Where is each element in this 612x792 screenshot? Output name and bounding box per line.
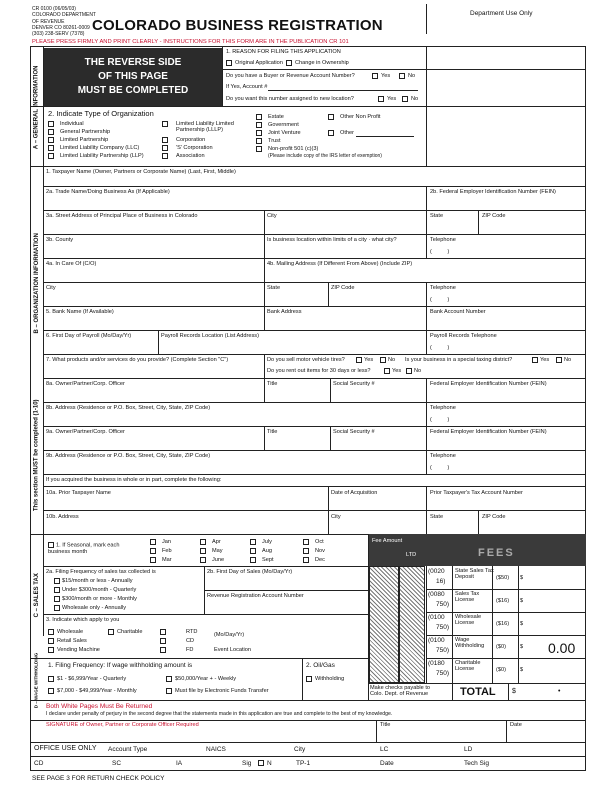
cd-checkbox[interactable] — [160, 638, 166, 644]
mail-telephone-label: Telephone — [430, 285, 456, 291]
dept-use-label: Department Use Only — [470, 10, 533, 17]
has-account-yes-checkbox[interactable] — [372, 73, 378, 79]
month-checkbox[interactable] — [303, 539, 309, 545]
freq-option-label: $15/month or less - Annually — [62, 578, 133, 584]
org-type-label: Government — [268, 122, 299, 128]
apply-option-label: Retail Sales — [57, 638, 87, 644]
month-checkbox[interactable] — [150, 548, 156, 554]
prior-address-label: 10b. Address — [46, 514, 79, 520]
org-type-label: Association — [176, 153, 205, 159]
return-check-policy: SEE PAGE 3 FOR RETURN CHECK POLICY — [32, 775, 165, 782]
fee-sub: 750) — [436, 624, 450, 631]
fee-desc: Charitable License — [455, 660, 481, 673]
office-field: IA — [176, 760, 183, 767]
office-n-label: N — [267, 760, 272, 767]
original-application-label: Original Application — [235, 60, 283, 66]
phone-parens: ( ) — [430, 249, 450, 255]
retail-checkbox[interactable] — [48, 638, 54, 644]
vending-checkbox[interactable] — [48, 647, 54, 653]
wage-option-label: $1 - $6,999/Year - Quarterly — [57, 676, 127, 682]
apply-option-label: Wholesale — [57, 629, 84, 635]
fee-desc: Sales Tax License — [455, 591, 480, 604]
org-type-label: Trust — [268, 138, 281, 144]
no-label: No — [388, 357, 396, 363]
no-label: No — [414, 368, 422, 374]
signature-label: SIGNATURE of Owner, Partner or Corporate Officer Required — [46, 722, 199, 728]
oil-gas-withholding-label: Withholding — [315, 676, 345, 682]
org-estate-checkbox[interactable] — [256, 114, 262, 120]
total-dollar: $ — [512, 688, 516, 695]
no-label: No — [411, 96, 419, 102]
officer-telephone-label: Telephone — [430, 405, 456, 411]
wage-option-label: Must file by Electronic Funds Transfer — [175, 688, 269, 694]
org-type-label: Limited Liability Company (LLC) — [60, 145, 140, 151]
bank-address-label: Bank Address — [267, 309, 302, 315]
assign-no-checkbox[interactable] — [402, 96, 408, 102]
special-yes-checkbox[interactable] — [532, 357, 538, 363]
month-checkbox[interactable] — [200, 548, 206, 554]
cd-label: CD — [186, 638, 195, 644]
form-codes — [32, 6, 96, 37]
officer-fein-label: Federal Employer Identification Number (FEIN) — [430, 381, 547, 387]
wage-monthly-checkbox[interactable] — [48, 688, 54, 694]
yes-label: Yes — [392, 368, 402, 374]
rev-reg-label: Revenue Registration Account Number — [207, 593, 304, 599]
fee-dollar: $ — [520, 598, 524, 604]
tires-yes-checkbox[interactable] — [356, 357, 362, 363]
acquired-note: If you acquired the business in whole or in part, complete the following: — [46, 477, 222, 483]
original-application-checkbox[interactable] — [226, 60, 232, 66]
form-code-line: (303) 238-SERV (7378) — [32, 31, 85, 37]
month-checkbox[interactable] — [200, 557, 206, 563]
fees-label: FEES — [478, 547, 515, 559]
section-b-label: B – ORGANIZATION INFORMATION — [33, 232, 40, 334]
office-field: NAICS — [206, 746, 226, 753]
org-s-corp-checkbox[interactable] — [162, 145, 168, 151]
signature-title-label: Title — [380, 722, 391, 728]
date-label: (Mo/Day/Yr) — [214, 632, 245, 638]
org-trust-checkbox[interactable] — [256, 138, 262, 144]
fee-sub: 750) — [436, 601, 450, 608]
office-field: Date — [380, 760, 394, 767]
tires-no-checkbox[interactable] — [380, 357, 386, 363]
reverse-notice-line: THE REVERSE SIDE — [84, 57, 182, 68]
fd-label: FD — [186, 647, 194, 653]
month-label: Jan — [162, 539, 172, 545]
apply-option-label: Vending Machine — [57, 647, 100, 653]
month-checkbox[interactable] — [150, 557, 156, 563]
org-individual-checkbox[interactable] — [48, 121, 54, 127]
fee-code: (0180 — [428, 660, 445, 667]
org-lp-checkbox[interactable] — [48, 137, 54, 143]
filing-frequency-label: 2a. Filing Frequency of sales tax collected is — [46, 569, 156, 575]
prior-zip-label: ZIP Code — [482, 514, 506, 520]
special-no-checkbox[interactable] — [556, 357, 562, 363]
fd-checkbox[interactable] — [160, 647, 166, 653]
fee-desc: Wage Withholding — [455, 637, 485, 650]
declaration-text: I declare under penalty of perjury in the second degree that the statements made in this application are true and complete to the best of my knowledge. — [46, 711, 393, 717]
payroll-date-label: 6. First Day of Payroll (Mo/Day/Yr) — [46, 333, 132, 339]
wage-eft-checkbox[interactable] — [166, 688, 172, 694]
reverse-notice — [44, 48, 222, 106]
special-district-question: Is your business in a special taxing district? — [405, 357, 513, 363]
office-field: Tech Sig — [464, 760, 489, 767]
freq-monthly-checkbox[interactable] — [54, 596, 60, 602]
fee-code: (0100 — [428, 614, 445, 621]
fee-desc: State Sales Tax Deposit — [455, 568, 494, 581]
tires-question: Do you sell motor vehicle tires? — [267, 357, 345, 363]
officer-9a-label: 9a. Owner/Partner/Corp. Officer — [46, 429, 125, 435]
month-checkbox[interactable] — [150, 539, 156, 545]
event-location-label: Event Location — [214, 647, 252, 653]
fee-code: (0100 — [428, 637, 445, 644]
phone-parens: ( ) — [430, 345, 450, 351]
rent-yes-checkbox[interactable] — [384, 368, 390, 374]
seasonal-checkbox[interactable] — [48, 542, 54, 548]
officer-title-label: Title — [267, 381, 278, 387]
zip-label: ZIP Code — [482, 213, 506, 219]
account-number-question: Do you have a Buyer or Revenue Account Number? — [226, 73, 355, 79]
section-c-label: C – SALES TAX — [33, 572, 40, 618]
fein-label: 2b. Federal Employer Identification Number (FEIN) — [430, 189, 556, 195]
fee-desc: Wholesale License — [455, 614, 482, 627]
payroll-location-label: Payroll Records Location (List Address) — [161, 333, 259, 339]
form-code-line: CR 0100 (06/05/03) — [32, 6, 76, 12]
total-label: TOTAL — [460, 686, 496, 698]
no-label: No — [408, 73, 416, 79]
fee-dollar: $ — [520, 644, 524, 650]
officer-title-label: Title — [267, 429, 278, 435]
month-checkbox[interactable] — [303, 557, 309, 563]
wage-option-label: $7,000 - $49,999/Year - Monthly — [57, 688, 137, 694]
org-type-label: 'S' Corporation — [176, 145, 213, 151]
city-limits-label: Is business location within limits of a city · what city? — [267, 237, 397, 243]
fee-amount: ($16) — [496, 598, 510, 604]
wage-option-label: $50,000/Year + - Weekly — [175, 676, 237, 682]
officer-8a-label: 8a. Owner/Partner/Corp. Officer — [46, 381, 125, 387]
street-address-label: 3a. Street Address of Principal Place of Business in Colorado — [46, 213, 198, 219]
office-field: SC — [112, 760, 122, 767]
freq-option-label: Under $300/month - Quarterly — [62, 587, 137, 593]
month-checkbox[interactable] — [250, 539, 256, 545]
first-day-sales-label: 2b. First Day of Sales (Mo/Day/Yr) — [207, 569, 293, 575]
fee-code: (0080 — [428, 591, 445, 598]
org-type-label: Limited Partnership — [60, 137, 109, 143]
account-number-label: If Yes, Account # — [226, 84, 268, 90]
payroll-phone-label: Payroll Records Telephone — [430, 333, 497, 339]
mail-state-label: State — [267, 285, 281, 291]
org-type-label: Other Non Profit — [340, 114, 381, 120]
rent-no-checkbox[interactable] — [406, 368, 412, 374]
taxpayer-name-label: 1. Taxpayer Name (Owner, Partners or Corporate Name) (Last, First, Middle) — [46, 169, 236, 175]
org-type-label: Estate — [268, 114, 284, 120]
bank-name-label: 5. Bank Name (If Available) — [46, 309, 114, 315]
month-label: Feb — [162, 548, 172, 554]
month-checkbox[interactable] — [303, 548, 309, 554]
month-checkbox[interactable] — [200, 539, 206, 545]
oil-gas-checkbox[interactable] — [306, 676, 312, 682]
date-acquisition-label: Date of Acquisition — [331, 490, 378, 496]
month-label: May — [212, 548, 223, 554]
fee-dollar: $ — [520, 621, 524, 627]
rtd-checkbox[interactable] — [160, 629, 166, 635]
county-label: 3b. County — [46, 237, 74, 243]
prior-state-label: State — [430, 514, 444, 520]
mail-city-label: City — [46, 285, 56, 291]
month-label: Nov — [315, 548, 325, 554]
fee-hatch-column — [399, 566, 425, 683]
change-ownership-label: Change in Ownership — [295, 60, 349, 66]
month-label: June — [212, 557, 225, 563]
reason-title: 1. REASON FOR FILING THIS APPLICATION — [226, 49, 341, 55]
org-llp-checkbox[interactable] — [48, 153, 54, 159]
assign-yes-checkbox[interactable] — [378, 96, 384, 102]
telephone-label: Telephone — [430, 237, 456, 243]
seasonal-text: 1. If Seasonal, mark each business month — [48, 542, 120, 555]
fee-sub: 750) — [436, 647, 450, 654]
org-joint-venture-checkbox[interactable] — [256, 130, 262, 136]
mailing-address-label: 4b. Mailing Address (If Different From Above) (Include ZIP) — [267, 261, 413, 267]
phone-parens: ( ) — [430, 297, 450, 303]
officer-fein-label: Federal Employer Identification Number (FEIN) — [430, 429, 547, 435]
phone-parens: ( ) — [430, 465, 450, 471]
bank-account-label: Bank Account Number — [430, 309, 486, 315]
org-gp-checkbox[interactable] — [48, 129, 54, 135]
wage-weekly-checkbox[interactable] — [166, 676, 172, 682]
prior-taxpayer-label: 10a. Prior Taxpayer Name — [46, 490, 111, 496]
freq-quarterly-checkbox[interactable] — [54, 587, 60, 593]
charitable-checkbox[interactable] — [108, 629, 114, 635]
section-a-label: A – GENERAL INFORMATION — [33, 65, 40, 149]
month-label: July — [262, 539, 272, 545]
signature-date-label: Date — [510, 722, 522, 728]
fee-header-label: Fee Amount — [372, 538, 403, 544]
fee-amount: ($0) — [496, 644, 506, 650]
freq-annually-checkbox[interactable] — [54, 578, 60, 584]
state-label: State — [430, 213, 444, 219]
org-type-label: Limited Liability Partnership (LLP) — [60, 153, 144, 159]
section-b-required-label: This section MUST be completed (1-10) — [33, 399, 40, 511]
office-field: TP-1 — [296, 760, 311, 767]
org-other-nonprofit-checkbox[interactable] — [328, 114, 334, 120]
office-field: LD — [464, 746, 473, 753]
office-n-checkbox[interactable] — [258, 760, 264, 766]
month-checkbox[interactable] — [250, 557, 256, 563]
wholesale-checkbox[interactable] — [48, 629, 54, 635]
phone-parens: ( ) — [430, 417, 450, 423]
city-label: City — [267, 213, 277, 219]
month-label: Sept — [262, 557, 274, 563]
org-government-checkbox[interactable] — [256, 122, 262, 128]
org-type-title: 2. Indicate Type of Organization — [48, 109, 154, 118]
org-other-checkbox[interactable] — [328, 130, 334, 136]
fee-dollar: $ — [520, 575, 524, 581]
form-code-line: DENVER CO 80261-0009 — [32, 24, 90, 31]
wage-withholding-value: 0.00 — [548, 640, 576, 656]
org-lllp-checkbox[interactable] — [162, 121, 168, 127]
rent-question: Do you rent out items for 30 days or less? — [267, 368, 371, 374]
wage-filing-label: 1. Filing Frequency: If wage withholding amount is — [48, 662, 193, 669]
org-type-label: Other — [340, 130, 354, 136]
rtd-label: RTD — [186, 629, 198, 635]
month-checkbox[interactable] — [250, 548, 256, 554]
fee-code: (0020 — [428, 568, 445, 575]
office-field: City — [294, 746, 306, 753]
products-label: 7. What products and/or services do you provide? (Complete Section "C") — [46, 357, 229, 363]
fee-amount: ($16) — [496, 621, 510, 627]
indicate-label: 3. Indicate which apply to you — [46, 617, 120, 623]
form-code-line: OF REVENUE — [32, 18, 65, 25]
yes-label: Yes — [364, 357, 374, 363]
prior-account-label: Prior Taxpayer's Tax Account Number — [430, 490, 523, 496]
fee-amount: ($0) — [496, 667, 506, 673]
fee-sub: 750) — [436, 670, 450, 677]
fee-sub: 16) — [436, 578, 446, 585]
total-decimal: • — [558, 688, 561, 695]
yes-label: Yes — [540, 357, 550, 363]
month-label: Mar — [162, 557, 172, 563]
officer-telephone-label: Telephone — [430, 453, 456, 459]
both-pages-note: Both White Pages Must Be Returned — [46, 703, 153, 710]
page-title: COLORADO BUSINESS REGISTRATION — [92, 17, 383, 34]
nonprofit-note: (Please include copy of the IRS letter of exemption) — [268, 153, 382, 159]
office-field: CD — [34, 760, 44, 767]
make-payable-note: Make checks payable to Colo. Dept. of Revenue — [370, 685, 431, 698]
org-type-label: Non-profit 501 (c)(3) — [268, 146, 319, 152]
wage-quarterly-checkbox[interactable] — [48, 676, 54, 682]
month-label: Aug — [262, 548, 272, 554]
officer-9b-address-label: 9b. Address (Residence or P.O. Box, Street, City, State, ZIP Code) — [46, 453, 211, 459]
month-label: Apr — [212, 539, 221, 545]
org-type-label: Limited Liability Limited Partnership (LLLP) — [176, 121, 234, 134]
org-type-label: General Partnership — [60, 129, 111, 135]
freq-option-label: Wholesale only - Annually — [62, 605, 127, 611]
month-label: Oct — [315, 539, 324, 545]
yes-label: Yes — [381, 73, 391, 79]
office-field: Sig — [242, 760, 252, 767]
fee-amount: ($50) — [496, 575, 510, 581]
fee-hatch-column — [369, 566, 399, 683]
apply-option-label: Charitable — [117, 629, 143, 635]
month-label: Dec — [315, 557, 325, 563]
org-type-label: Individual — [60, 121, 84, 127]
instruction-line: PLEASE PRESS FIRMLY AND PRINT CLEARLY - INSTRUCTIONS FOR THIS FORM ARE IN THE PUBLICATION CR 101 — [32, 39, 349, 45]
reverse-notice-line: MUST BE COMPLETED — [77, 85, 189, 96]
org-nonprofit-checkbox[interactable] — [256, 146, 262, 152]
yes-label: Yes — [387, 96, 397, 102]
care-of-label: 4a. In Care Of (C/O) — [46, 261, 97, 267]
prior-city-label: City — [331, 514, 341, 520]
assign-number-question: Do you want this number assigned to new location? — [226, 96, 354, 102]
oil-gas-label: 2. Oil/Gas — [306, 662, 335, 669]
section-d-label: D – WAGE WITHHOLDING — [33, 652, 39, 708]
form-code-line: COLORADO DEPARTMENT — [32, 12, 96, 19]
reverse-notice-line: OF THIS PAGE — [98, 71, 168, 82]
change-ownership-checkbox[interactable] — [286, 60, 292, 66]
office-field: Account Type — [108, 746, 148, 753]
no-label: No — [564, 357, 572, 363]
freq-wholesale-checkbox[interactable] — [54, 605, 60, 611]
office-use-label: OFFICE USE ONLY — [34, 745, 97, 752]
trade-name-label: 2a. Trade Name/Doing Business As (If Applicable) — [46, 189, 170, 195]
ssn-label: Social Security # — [333, 429, 375, 435]
org-corp-checkbox[interactable] — [162, 137, 168, 143]
mail-zip-label: ZIP Code — [331, 285, 355, 291]
ssn-label: Social Security # — [333, 381, 375, 387]
office-field: LC — [380, 746, 389, 753]
seasonal-label — [48, 542, 138, 555]
freq-option-label: $300/month or more - Monthly — [62, 596, 137, 602]
fee-dollar: $ — [520, 667, 524, 673]
org-type-label: Joint Venture — [268, 130, 301, 136]
fee-ltd-label: LTD — [406, 552, 417, 558]
org-llc-checkbox[interactable] — [48, 145, 54, 151]
has-account-no-checkbox[interactable] — [399, 73, 405, 79]
org-type-label: Corporation — [176, 137, 206, 143]
org-association-checkbox[interactable] — [162, 153, 168, 159]
officer-8b-address-label: 8b. Address (Residence or P.O. Box, Street, City, State, ZIP Code) — [46, 405, 211, 411]
